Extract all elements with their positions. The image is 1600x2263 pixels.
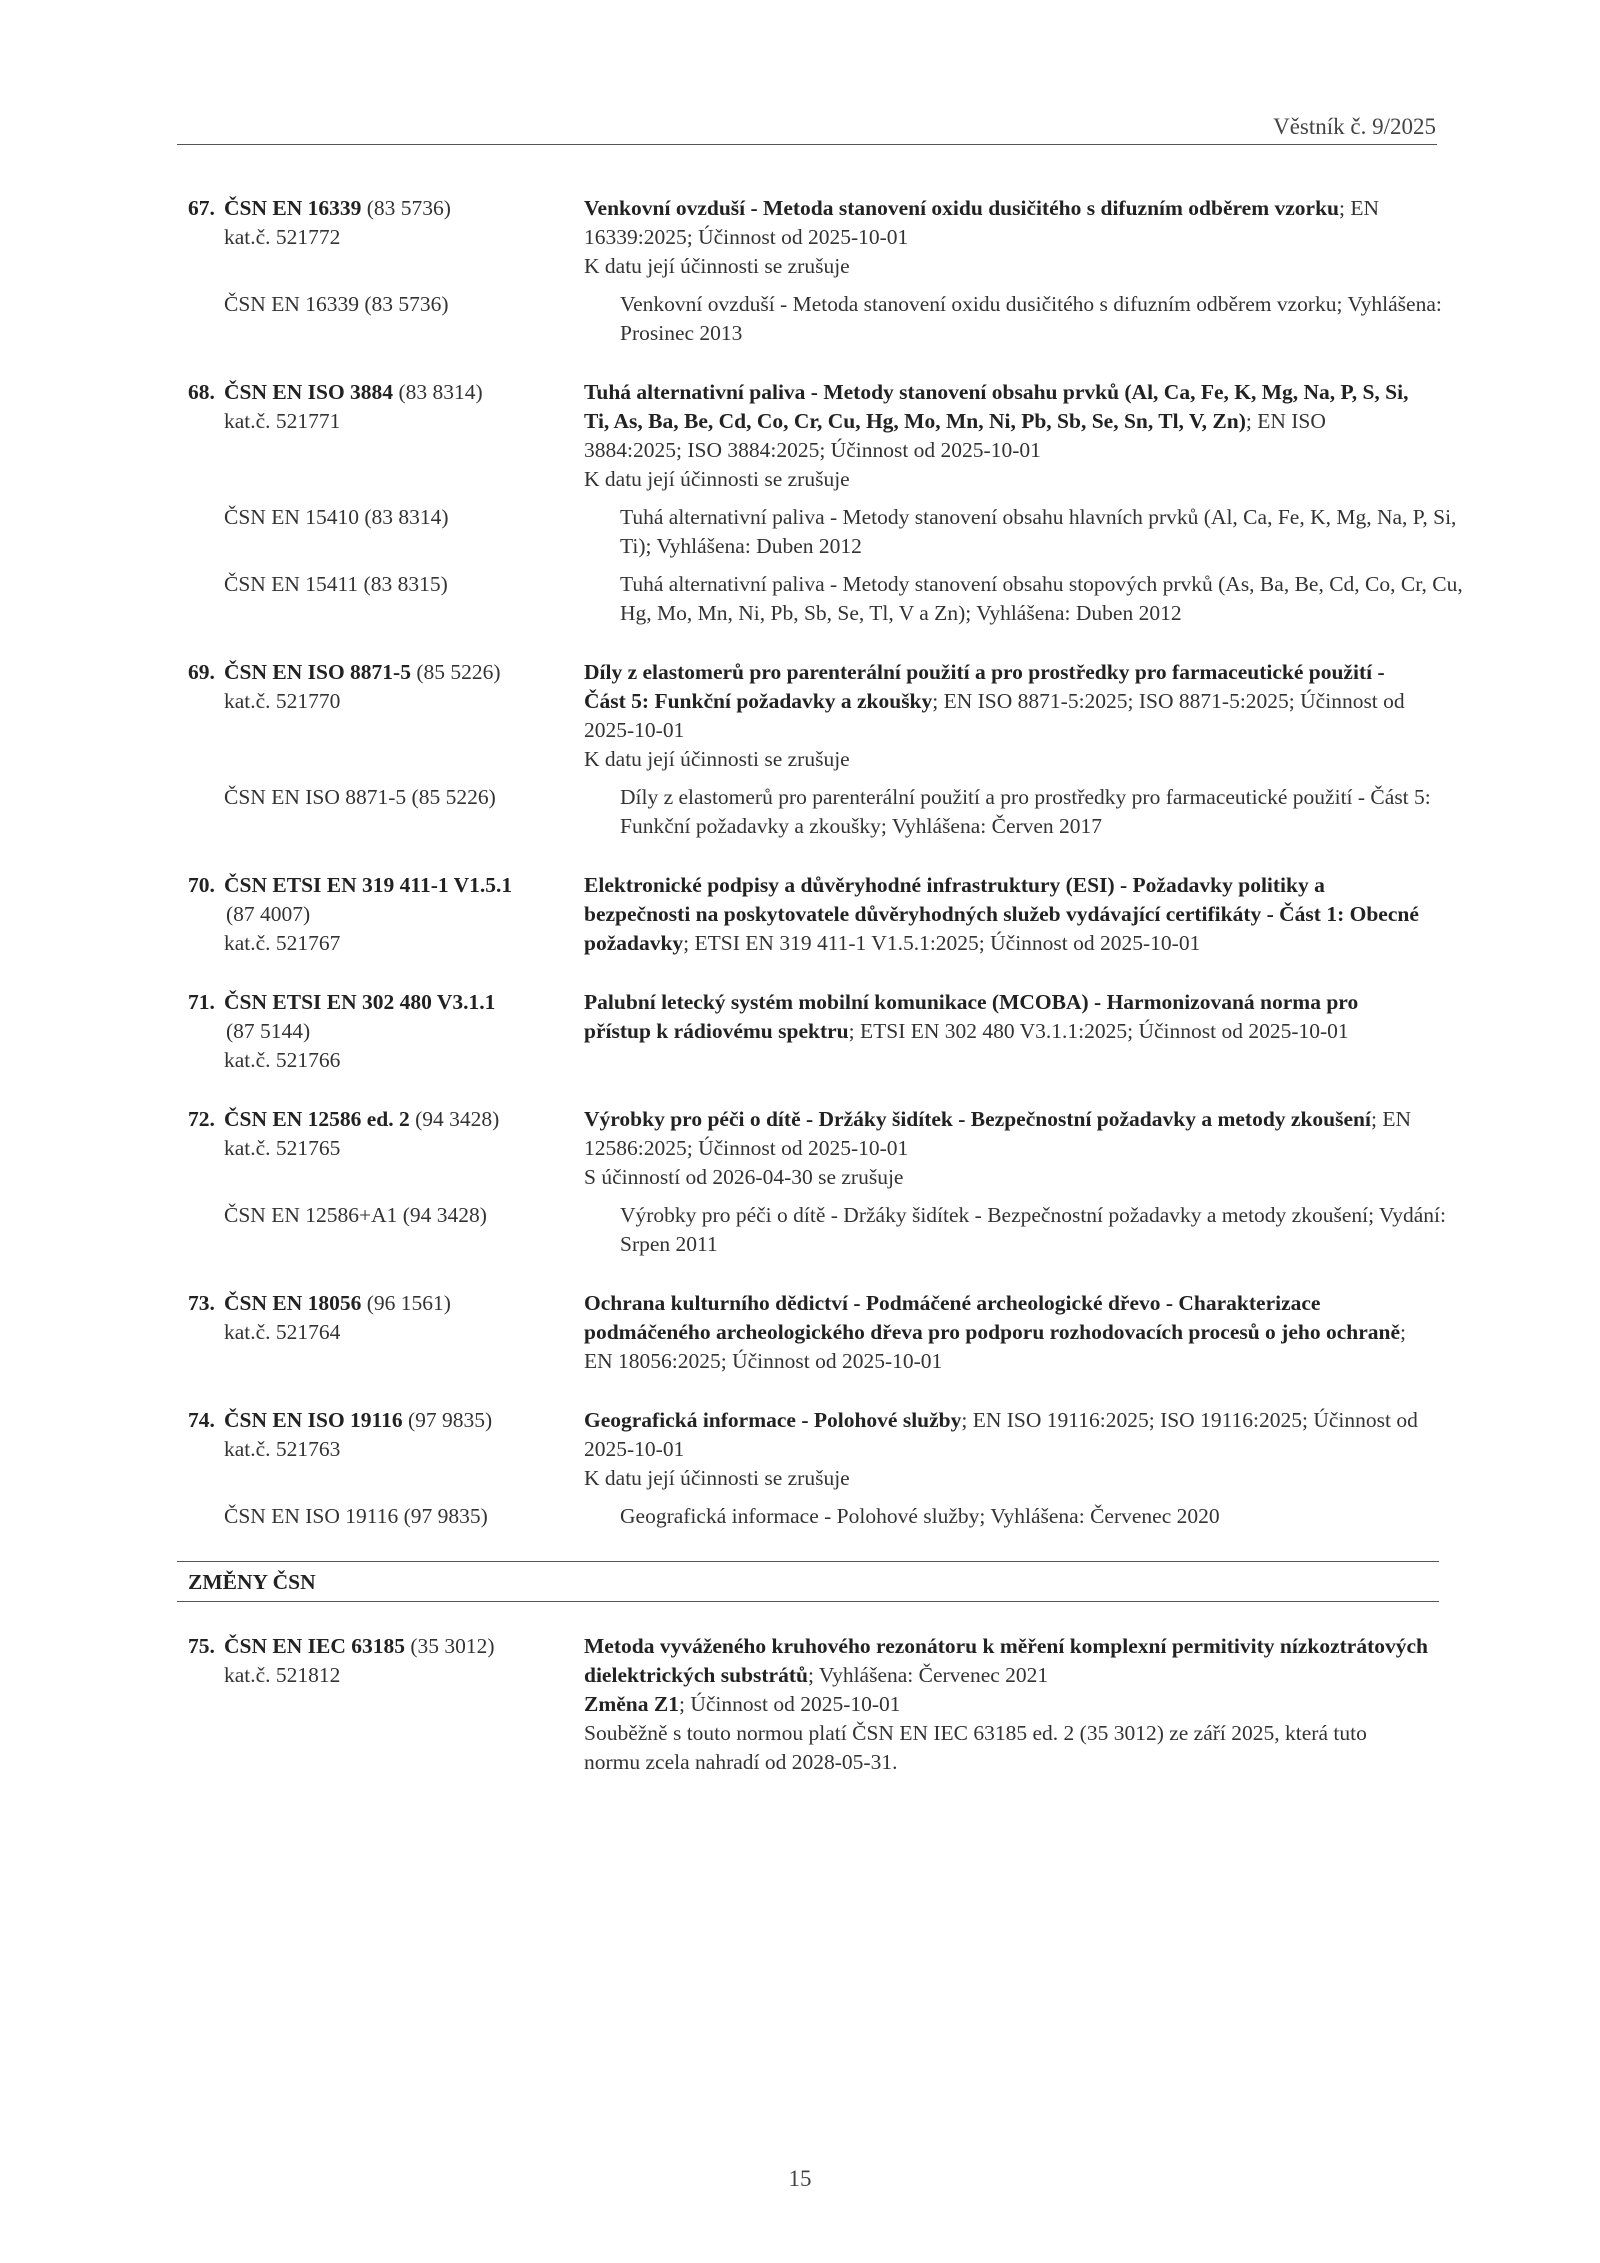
header-rule xyxy=(177,144,1437,145)
change-label: Změna Z1 xyxy=(584,1692,679,1716)
replaced-standard xyxy=(188,1502,1428,1531)
replaced-standard xyxy=(188,1201,1446,1259)
classification-code: (83 5736) xyxy=(361,196,451,220)
standard-details: ; EN ISO 3884:2025; ISO 3884:2025; Účinnost od 2025-10-01 xyxy=(584,409,1326,462)
catalog-number: kat.č. 521766 xyxy=(224,1048,341,1072)
withdrawal-note: S účinností od 2026-04-30 se zrušuje xyxy=(584,1165,904,1189)
standard-code: ČSN ETSI EN 302 480 V3.1.1 xyxy=(224,990,496,1014)
standard-details: ; EN 12586:2025; Účinnost od 2025-10-01 xyxy=(584,1107,1411,1160)
catalog-number: kat.č. 521771 xyxy=(224,409,341,433)
standard-entry xyxy=(188,1105,1446,1259)
replaced-standard-text: Geografická informace - Polohové služby; Vyhlášena: Červenec 2020 xyxy=(620,1504,1220,1528)
replaced-standard-code: ČSN EN 15411 (83 8315) xyxy=(224,572,448,596)
replaced-standard-code: ČSN EN 16339 (83 5736) xyxy=(224,292,449,316)
standard-title: Venkovní ovzduší - Metoda stanovení oxidu dusičitého s difuzním odběrem vzorku xyxy=(584,196,1339,220)
replaced-standard-text: Tuhá alternativní paliva - Metody stanovení obsahu hlavních prvků (Al, Ca, Fe, K, Mg, Na, P, Si, Ti); Vyhlášena: Duben 2012 xyxy=(620,505,1457,558)
replaced-standard xyxy=(188,570,1463,628)
replaced-standard-code: ČSN EN 15410 (83 8314) xyxy=(224,505,449,529)
standard-code: ČSN ETSI EN 319 411-1 V1.5.1 xyxy=(224,873,513,897)
entry-number: 67. xyxy=(188,196,215,220)
change-note: Souběžně s touto normou platí ČSN EN IEC 63185 ed. 2 (35 3012) ze září 2025, která tuto normu zcela nahradí od 2028-05-31. xyxy=(584,1721,1367,1774)
entry-number: 71. xyxy=(188,990,215,1014)
replaced-standard xyxy=(188,290,1442,348)
classification-code: (97 9835) xyxy=(402,1408,493,1432)
withdrawal-note: K datu její účinnosti se zrušuje xyxy=(584,254,850,278)
replaced-standard-text: Tuhá alternativní paliva - Metody stanovení obsahu stopových prvků (As, Ba, Be, Cd, Co, Cr, Cu, Hg, Mo, Mn, Ni, Pb, Sb, Se, Tl, V a Zn); Vyhlášena: Duben 2012 xyxy=(620,572,1463,625)
standard-details: ; EN ISO 8871-5:2025; ISO 8871-5:2025; Účinnost od 2025-10-01 xyxy=(584,689,1405,742)
standard-code: ČSN EN 12586 ed. 2 xyxy=(224,1107,410,1131)
standard-code: ČSN EN ISO 8871-5 xyxy=(224,660,411,684)
entry-number: 70. xyxy=(188,873,215,897)
replaced-standard-text: Výrobky pro péči o dítě - Držáky šidítek - Bezpečnostní požadavky a metody zkoušení; Vydání: Srpen 2011 xyxy=(620,1203,1446,1256)
catalog-number: kat.č. 521764 xyxy=(224,1320,341,1344)
classification-code: (85 5226) xyxy=(410,660,501,684)
replaced-standard-text: Venkovní ovzduší - Metoda stanovení oxidu dusičitého s difuzním odběrem vzorku; Vyhlášena: Prosinec 2013 xyxy=(620,292,1442,345)
header-title: Věstník č. 9/2025 xyxy=(1273,114,1436,139)
bulletin-content xyxy=(188,194,1463,1807)
standard-code: ČSN EN ISO 19116 xyxy=(224,1408,403,1432)
standard-title: Ochrana kulturního dědictví - Podmáčené archeologické dřevo - Charakterizace podmáčeného archeologického dřeva pro podporu rozhodovacích procesů o jeho ochraně xyxy=(584,1291,1401,1344)
standard-entry xyxy=(188,1289,1428,1376)
replaced-standard-code: ČSN EN ISO 8871-5 (85 5226) xyxy=(224,785,496,809)
entry-number: 72. xyxy=(188,1107,215,1131)
standard-details: ; EN 18056:2025; Účinnost od 2025-10-01 xyxy=(584,1320,1406,1373)
entry-number: 75. xyxy=(188,1634,215,1658)
replaced-standard-code: ČSN EN 12586+A1 (94 3428) xyxy=(224,1203,487,1227)
page-number: 15 xyxy=(788,2166,812,2191)
standard-title: Metoda vyváženého kruhového rezonátoru k měření komplexní permitivity nízkoztrátových dielektrických substrátů xyxy=(584,1634,1428,1687)
standard-details: ; ETSI EN 319 411-1 V1.5.1:2025; Účinnost od 2025-10-01 xyxy=(683,931,1201,955)
entry-number: 69. xyxy=(188,660,215,684)
replaced-standard-text: Díly z elastomerů pro parenterální použití a pro prostředky pro farmaceutické použití - Část 5: Funkční požadavky a zkoušky; Vyhlášena: Červen 2017 xyxy=(620,785,1431,838)
classification-code: (83 8314) xyxy=(393,380,483,404)
catalog-number: kat.č. 521770 xyxy=(224,689,341,713)
classification-code: (94 3428) xyxy=(409,1107,500,1131)
entry-number: 68. xyxy=(188,380,215,404)
section-rule-bottom xyxy=(177,1601,1439,1602)
section-header xyxy=(177,1561,1439,1602)
standard-code: ČSN EN ISO 3884 xyxy=(224,380,394,404)
withdrawal-note: K datu její účinnosti se zrušuje xyxy=(584,1466,850,1490)
standard-title: Palubní letecký systém mobilní komunikace (MCOBA) - Harmonizovaná norma pro přístup k rádiovému spektru xyxy=(584,990,1359,1043)
catalog-number: kat.č. 521763 xyxy=(224,1437,341,1461)
standard-title: Výrobky pro péči o dítě - Držáky šidítek - Bezpečnostní požadavky a metody zkoušení xyxy=(584,1107,1371,1131)
replaced-standard xyxy=(188,783,1431,841)
replaced-standard-code: ČSN EN ISO 19116 (97 9835) xyxy=(224,1504,488,1528)
standard-entry xyxy=(188,194,1442,348)
standard-title: Geografická informace - Polohové služby xyxy=(584,1408,962,1432)
standard-code: ČSN EN 16339 xyxy=(224,196,362,220)
standard-code: ČSN EN 18056 xyxy=(224,1291,362,1315)
change-entry xyxy=(188,1632,1428,1777)
standard-details: ; Vyhlášena: Červenec 2021 xyxy=(807,1663,1049,1687)
standard-details: ; ETSI EN 302 480 V3.1.1:2025; Účinnost od 2025-10-01 xyxy=(848,1019,1349,1043)
standard-title: Tuhá alternativní paliva - Metody stanovení obsahu prvků (Al, Ca, Fe, K, Mg, Na, P, S, Si, Ti, As, Ba, Be, Cd, Co, Cr, Cu, Hg, Mo, Mn, Ni, Pb, Sb, Se, Sn, Tl, V, Zn) xyxy=(584,380,1409,433)
standard-entry xyxy=(188,871,1428,958)
catalog-number: kat.č. 521812 xyxy=(224,1663,341,1687)
standard-entry xyxy=(188,1406,1428,1531)
classification-code: (87 4007) xyxy=(226,902,311,926)
entry-number: 74. xyxy=(188,1408,215,1432)
change-details: ; Účinnost od 2025-10-01 xyxy=(678,1692,901,1716)
standard-entry xyxy=(188,658,1431,841)
catalog-number: kat.č. 521767 xyxy=(224,931,341,955)
standard-details: ; EN ISO 19116:2025; ISO 19116:2025; Účinnost od 2025-10-01 xyxy=(584,1408,1418,1461)
entry-number: 73. xyxy=(188,1291,215,1315)
replaced-standard xyxy=(188,503,1457,561)
standard-title: Díly z elastomerů pro parenterální použití a pro prostředky pro farmaceutické použití - Část 5: Funkční požadavky a zkoušky xyxy=(584,660,1385,713)
standard-details: ; EN 16339:2025; Účinnost od 2025-10-01 xyxy=(584,196,1380,249)
catalog-number: kat.č. 521765 xyxy=(224,1136,341,1160)
withdrawal-note: K datu její účinnosti se zrušuje xyxy=(584,467,850,491)
standard-title: Elektronické podpisy a důvěryhodné infrastruktury (ESI) - Požadavky politiky a bezpečnosti na poskytovatele důvěryhodných služeb vydávající certifikáty - Část 1: Obecné požadavky xyxy=(584,873,1419,955)
catalog-number: kat.č. 521772 xyxy=(224,225,341,249)
classification-code: (96 1561) xyxy=(361,1291,451,1315)
standard-entry xyxy=(188,378,1463,628)
standard-entry xyxy=(188,988,1428,1075)
classification-code: (87 5144) xyxy=(226,1019,311,1043)
standard-code: ČSN EN IEC 63185 xyxy=(224,1634,405,1658)
classification-code: (35 3012) xyxy=(405,1634,495,1658)
section-title: ZMĚNY ČSN xyxy=(188,1570,316,1594)
withdrawal-note: K datu její účinnosti se zrušuje xyxy=(584,747,850,771)
